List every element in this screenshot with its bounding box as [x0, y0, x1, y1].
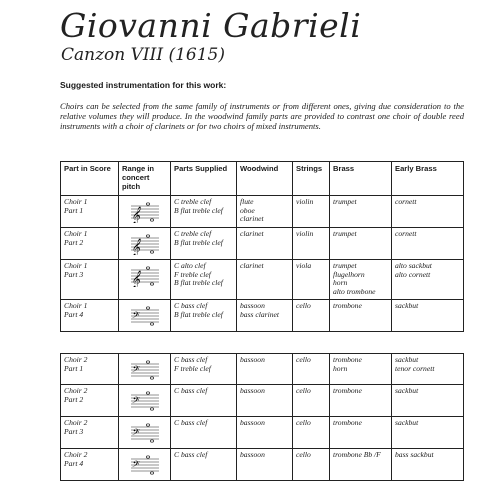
cell-text: Choir 2	[64, 386, 88, 395]
cell-text: bassoon	[240, 301, 265, 310]
cell-text: cornett	[395, 229, 417, 238]
cell-text: cello	[296, 301, 311, 310]
cell-part	[61, 300, 119, 332]
cell-text: F treble clef	[174, 269, 211, 279]
bass-clef-staff-icon	[130, 359, 160, 381]
cell-brass	[330, 385, 392, 417]
bass-clef-staff-icon	[130, 305, 160, 327]
cell-brass	[330, 449, 392, 481]
header-parts-supplied: Parts Supplied	[171, 162, 237, 196]
cell-text: trumpet	[333, 229, 357, 238]
cell-text: bassoon	[240, 450, 265, 459]
table-row	[61, 385, 464, 417]
treble-clef-staff-icon	[130, 265, 160, 287]
header-brass: Brass	[330, 162, 392, 196]
cell-parts	[171, 449, 237, 481]
cell-text: C bass clef	[174, 301, 208, 310]
cell-range	[119, 260, 171, 300]
cell-woodwind	[237, 385, 293, 417]
cell-early	[392, 449, 464, 481]
cell-part	[61, 417, 119, 449]
cell-text: alto trombone	[333, 286, 376, 296]
cell-part	[61, 228, 119, 260]
cell-text: tenor cornett	[395, 363, 435, 373]
bass-clef-staff-icon	[130, 390, 160, 412]
cell-text: clarinet	[240, 214, 264, 224]
cell-early	[392, 196, 464, 228]
header-range: Range in concert pitch	[119, 162, 171, 196]
cell-text: Choir 2	[64, 450, 88, 459]
cell-woodwind	[237, 449, 293, 481]
cell-parts	[171, 228, 237, 260]
cell-text: C bass clef	[174, 418, 208, 427]
cell-text: cello	[296, 386, 311, 395]
cell-text: trombone Bb /F	[333, 450, 381, 459]
composer-title: Giovanni Gabrieli	[60, 6, 362, 45]
cell-text: C treble clef	[174, 229, 212, 238]
cell-text: B flat treble clef	[174, 205, 223, 215]
table-row	[61, 417, 464, 449]
cell-strings	[293, 385, 330, 417]
cell-text: Choir 1	[64, 229, 88, 238]
cell-part	[61, 385, 119, 417]
cell-text: B flat treble clef	[174, 278, 223, 288]
cell-strings	[293, 417, 330, 449]
cell-text: trombone	[333, 301, 362, 310]
cell-range	[119, 228, 171, 260]
cell-range	[119, 300, 171, 332]
cell-brass	[330, 228, 392, 260]
cell-woodwind	[237, 260, 293, 300]
cell-text: cello	[296, 355, 311, 364]
cell-text: bassoon	[240, 386, 265, 395]
cell-strings	[293, 228, 330, 260]
cell-text: bassoon	[240, 355, 265, 364]
cell-parts	[171, 196, 237, 228]
choir-2-table	[60, 353, 464, 481]
bass-clef-staff-icon	[130, 454, 160, 476]
cell-text: sackbut	[395, 355, 419, 364]
treble-clef-staff-icon	[130, 233, 160, 255]
cell-strings	[293, 354, 330, 385]
cell-text: Part 2	[64, 394, 84, 404]
cell-parts	[171, 260, 237, 300]
header-early-brass: Early Brass	[392, 162, 464, 196]
cell-text: horn	[333, 363, 348, 373]
svg-text:𝄢: 𝄢	[130, 427, 138, 440]
cell-range	[119, 354, 171, 385]
cell-text: alto cornett	[395, 269, 431, 279]
table-row	[61, 228, 464, 260]
cell-brass	[330, 354, 392, 385]
header-woodwind: Woodwind	[237, 162, 293, 196]
cell-text: violin	[296, 197, 314, 206]
cell-strings	[293, 300, 330, 332]
cell-text: trombone	[333, 355, 362, 364]
cell-text: C treble clef	[174, 197, 212, 206]
cell-brass	[330, 260, 392, 300]
cell-parts	[171, 417, 237, 449]
cell-range	[119, 385, 171, 417]
cell-text: Part 1	[64, 205, 84, 215]
cell-text: cello	[296, 450, 311, 459]
svg-text:𝄢: 𝄢	[130, 364, 138, 377]
table-row	[61, 260, 464, 300]
svg-text:𝄢: 𝄢	[130, 395, 138, 408]
cell-early	[392, 385, 464, 417]
cell-text: oboe	[240, 205, 255, 215]
cell-text: sackbut	[395, 386, 419, 395]
cell-text: trombone	[333, 386, 362, 395]
cell-part	[61, 354, 119, 385]
table-row	[61, 354, 464, 385]
cell-brass	[330, 196, 392, 228]
cell-text: C alto clef	[174, 261, 206, 270]
cell-part	[61, 196, 119, 228]
instrumentation-heading: Suggested instrumentation for this work:	[60, 80, 227, 90]
cell-text: sackbut	[395, 418, 419, 427]
cell-text: bass sackbut	[395, 450, 434, 459]
cell-text: Part 4	[64, 309, 84, 319]
header-strings: Strings	[293, 162, 330, 196]
cell-text: Part 2	[64, 237, 84, 247]
cell-range	[119, 417, 171, 449]
cell-woodwind	[237, 300, 293, 332]
svg-text:𝄞: 𝄞	[130, 206, 140, 223]
svg-text:𝄞: 𝄞	[130, 270, 140, 287]
cell-text: trumpet	[333, 197, 357, 206]
cell-part	[61, 449, 119, 481]
treble-clef-staff-icon	[130, 201, 160, 223]
table-row	[61, 449, 464, 481]
cell-text: Choir 1	[64, 261, 88, 270]
cell-woodwind	[237, 228, 293, 260]
cell-text: trombone	[333, 418, 362, 427]
cell-text: B flat treble clef	[174, 309, 223, 319]
cell-text: bassoon	[240, 418, 265, 427]
cell-early	[392, 354, 464, 385]
cell-part	[61, 260, 119, 300]
choir-1-table	[60, 161, 464, 332]
cell-text: cello	[296, 418, 311, 427]
cell-text: Choir 1	[64, 197, 88, 206]
table-row	[61, 300, 464, 332]
cell-early	[392, 260, 464, 300]
cell-woodwind	[237, 196, 293, 228]
cell-text: viola	[296, 261, 312, 270]
cell-early	[392, 300, 464, 332]
cell-woodwind	[237, 417, 293, 449]
cell-text: F treble clef	[174, 363, 211, 373]
cell-early	[392, 417, 464, 449]
instrumentation-paragraph: Choirs can be selected from the same family of instruments or from different ones, giving due consideration to the relative volumes they will produce. In the woodwind family parts are provided to contrast one choir of double reed instruments with a choir of clarinets or for two choirs of mixed instruments.	[60, 101, 464, 131]
cell-brass	[330, 300, 392, 332]
cell-text: Part 3	[64, 426, 84, 436]
cell-range	[119, 196, 171, 228]
cell-text: Choir 1	[64, 301, 88, 310]
cell-text: Choir 2	[64, 418, 88, 427]
cell-text: Part 3	[64, 269, 84, 279]
cell-text: Part 4	[64, 458, 84, 468]
cell-range	[119, 449, 171, 481]
cell-parts	[171, 354, 237, 385]
cell-text: clarinet	[240, 229, 264, 238]
cell-text: B flat treble clef	[174, 237, 223, 247]
cell-text: flute	[240, 197, 254, 206]
cell-strings	[293, 449, 330, 481]
cell-text: C bass clef	[174, 355, 208, 364]
svg-text:𝄢: 𝄢	[130, 310, 138, 323]
header-part: Part in Score	[61, 162, 119, 196]
svg-text:𝄢: 𝄢	[130, 459, 138, 472]
cell-text: trumpet	[333, 261, 357, 270]
cell-parts	[171, 300, 237, 332]
cell-strings	[293, 260, 330, 300]
cell-text: sackbut	[395, 301, 419, 310]
cell-text: C bass clef	[174, 386, 208, 395]
cell-text: Part 1	[64, 363, 84, 373]
cell-text: bass clarinet	[240, 309, 280, 319]
cell-text: violin	[296, 229, 314, 238]
work-subtitle: Canzon VIII (1615)	[61, 45, 225, 65]
cell-text: C bass clef	[174, 450, 208, 459]
cell-text: horn	[333, 278, 348, 288]
cell-text: Choir 2	[64, 355, 88, 364]
bass-clef-staff-icon	[130, 422, 160, 444]
cell-parts	[171, 385, 237, 417]
header-row	[61, 162, 464, 196]
cell-text: cornett	[395, 197, 417, 206]
cell-brass	[330, 417, 392, 449]
svg-text:𝄞: 𝄞	[130, 238, 140, 255]
table-row	[61, 196, 464, 228]
cell-text: flugelhorn	[333, 269, 365, 279]
cell-early	[392, 228, 464, 260]
cell-text: alto sackbut	[395, 261, 432, 270]
cell-text: clarinet	[240, 261, 264, 270]
cell-woodwind	[237, 354, 293, 385]
cell-strings	[293, 196, 330, 228]
